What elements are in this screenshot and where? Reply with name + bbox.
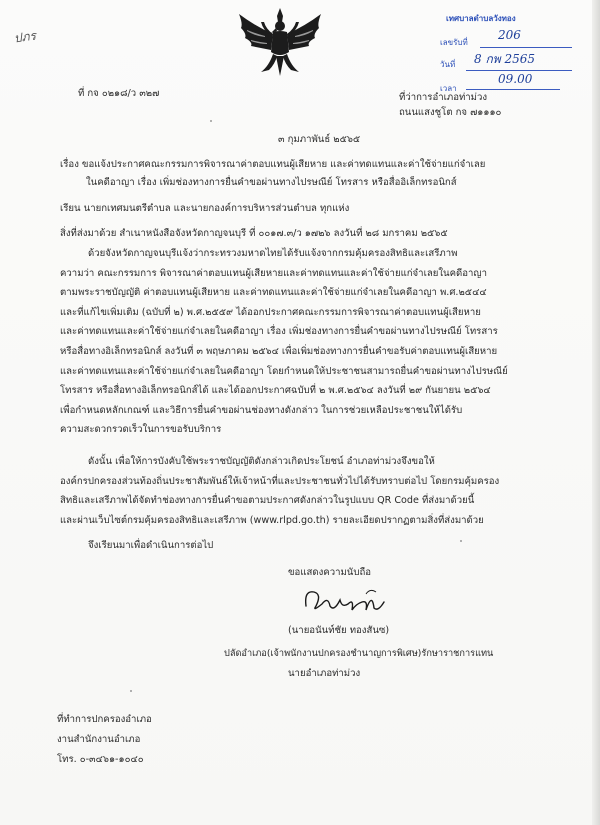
footer-phone: โทร. ๐-๓๔๖๑-๑๐๔๐ bbox=[57, 754, 144, 765]
paragraph-line: โทรสาร หรือสื่อทางอิเล็กทรอนิกส์ได้ และได้ออกประกาศฉบับที่ ๒ พ.ศ.๒๕๖๔ ลงวันที่ ๒๙ กันยายน ๒๕๖๔ bbox=[60, 385, 491, 397]
paragraph-line: ความสะดวกรวดเร็วในการขอรับบริการ bbox=[60, 424, 222, 436]
paragraph-line: สิทธิและเสรีภาพได้จัดทำช่องทางการยื่นคำขอตามประกาศดังกล่าวในรูปแบบ QR Code ที่ส่งมาด้วยนี้ bbox=[60, 495, 475, 507]
sender-address-line2: ถนนแสงชูโต กจ ๗๑๑๑๐ bbox=[399, 107, 502, 118]
stamp-no-value: 206 bbox=[498, 28, 521, 42]
stamp-no-label: เลขรับที่ bbox=[440, 38, 468, 47]
paragraph-line: และค่าทดแทนและค่าใช้จ่ายแก่จำเลยในคดีอาญา โดยกำหนดให้ประชาชนสามารถยื่นคำขอผ่านทางไปรษณีย์ bbox=[60, 365, 508, 377]
corner-handwritten-mark: ปภร bbox=[13, 28, 37, 46]
paragraph-line: หรือสื่อทางอิเล็กทรอนิกส์ ลงวันที่ ๓ พฤษภาคม ๒๕๖๔ เพื่อเพิ่มช่องทางการยื่นคำขอรับค่าตอบแทนผู้เสียหาย bbox=[60, 345, 498, 357]
scan-speck bbox=[460, 540, 462, 542]
stamp-org: เทศบาลตำบลวังทอง bbox=[446, 14, 516, 23]
paragraph-line: องค์กรปกครองส่วนท้องถิ่นประชาสัมพันธ์ให้เจ้าหน้าที่และประชาชนทั่วไปได้รับทราบต่อไป โดยกรมคุ้มครอง bbox=[60, 475, 500, 487]
paragraph-line: ด้วยจังหวัดกาญจนบุรีแจ้งว่ากระทรวงมหาดไทยได้รับแจ้งจากกรมคุ้มครองสิทธิและเสรีภาพ bbox=[88, 248, 458, 259]
stamp-date-label: วันที่ bbox=[440, 60, 456, 69]
subject-line2: ในคดีอาญา เรื่อง เพิ่มช่องทางการยื่นคำขอผ่านทางไปรษณีย์ โทรสาร หรือสื่ออิเล็กทรอนิกส์ bbox=[86, 177, 457, 188]
paragraph-line: ตามพระราชบัญญัติ ค่าตอบแทนผู้เสียหาย และค่าทดแทนและค่าใช้จ่ายแก่จำเลยในคดีอาญา พ.ศ.๒๕๔๔ bbox=[60, 287, 487, 299]
body-paragraph-1 bbox=[60, 244, 530, 440]
sender-address-line1: ที่ว่าการอำเภอท่าม่วง bbox=[399, 92, 488, 103]
scan-speck bbox=[210, 120, 212, 122]
stamp-time-value: 09.00 bbox=[498, 72, 533, 86]
stamp-date-value: 8 กพ 2565 bbox=[474, 52, 535, 66]
signer-title-line1: ปลัดอำเภอ(เจ้าพนักงานปกครองชำนาญการพิเศษ)รักษาราชการแทน bbox=[224, 648, 494, 659]
scan-edge-shadow bbox=[592, 0, 600, 825]
closing-request: จึงเรียนมาเพื่อดำเนินการต่อไป bbox=[88, 540, 214, 551]
handwritten-signature bbox=[300, 582, 390, 618]
recipient-line: เรียน นายกเทศมนตรีตำบล และนายกองค์การบริหารส่วนตำบล ทุกแห่ง bbox=[60, 203, 350, 214]
signer-title-line2: นายอำเภอท่าม่วง bbox=[288, 668, 361, 679]
body-paragraph-2 bbox=[60, 452, 530, 530]
document-number: ที่ กจ ๐๒๑๘/ว ๓๒๗ bbox=[78, 88, 160, 99]
paragraph-line: และผ่านเว็บไซต์กรมคุ้มครองสิทธิและเสรีภาพ (www.rlpd.go.th) รายละเอียดปรากฏตามสิ่งที่ส่งมาด้วย bbox=[60, 514, 484, 526]
footer-section: งานสำนักงานอำเภอ bbox=[57, 734, 141, 745]
enclosure-line: สิ่งที่ส่งมาด้วย สำเนาหนังสือจังหวัดกาญจนบุรี ที่ ๐๐๑๗.๓/ว ๑๗๒๖ ลงวันที่ ๒๘ มกราคม ๒๕๖๕ bbox=[60, 228, 448, 239]
paragraph-line: และค่าทดแทนและค่าใช้จ่ายแก่จำเลยในคดีอาญา เรื่อง เพิ่มช่องทางการยื่นคำขอผ่านทางไปรษณีย์ โทรสาร bbox=[60, 326, 498, 338]
garuda-emblem bbox=[235, 6, 325, 78]
document-date: ๓ กุมภาพันธ์ ๒๕๖๕ bbox=[278, 134, 361, 145]
subject-line1: เรื่อง ขอแจ้งประกาศคณะกรรมการพิจารณาค่าตอบแทนผู้เสียหาย และค่าทดแทนและค่าใช้จ่ายแก่จำเลย bbox=[60, 159, 486, 170]
paragraph-line: ดังนั้น เพื่อให้การบังคับใช้พระราชบัญญัติดังกล่าวเกิดประโยชน์ อำเภอท่าม่วงจึงขอให้ bbox=[88, 456, 435, 467]
paragraph-line: เพื่อกำหนดหลักเกณฑ์ และวิธีการยื่นคำขอผ่านช่องทางดังกล่าว ในการช่วยเหลือประชาชนให้ได้รับ bbox=[60, 404, 463, 416]
signer-name: (นายอนันท์ชัย ทองสันซ) bbox=[288, 625, 390, 636]
stamp-time-label: เวลา bbox=[440, 84, 457, 93]
paragraph-line: ความว่า คณะกรรมการ พิจารณาค่าตอบแทนผู้เสียหายและค่าทดแทนและค่าใช้จ่ายแก่จำเลยในคดีอาญา bbox=[60, 267, 487, 279]
salutation: ขอแสดงความนับถือ bbox=[288, 567, 372, 578]
paragraph-line: และที่แก้ไขเพิ่มเติม (ฉบับที่ ๒) พ.ศ.๒๕๕๙ ได้ออกประกาศคณะกรรมการพิจารณาค่าตอบแทนผู้เสียหาย bbox=[60, 306, 481, 318]
scan-speck bbox=[130, 690, 132, 692]
footer-office: ที่ทำการปกครองอำเภอ bbox=[57, 714, 152, 725]
